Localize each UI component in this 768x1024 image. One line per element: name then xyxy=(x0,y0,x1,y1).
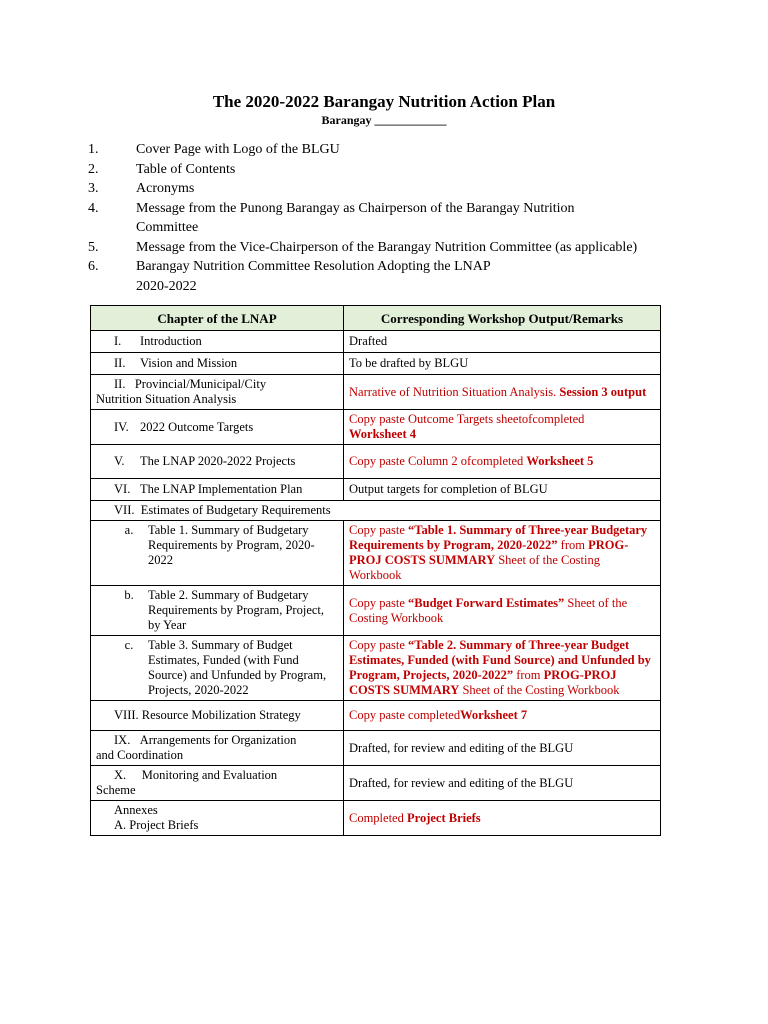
list-item xyxy=(88,238,688,258)
remark-cell xyxy=(344,445,661,479)
table-header-row xyxy=(91,306,661,331)
chapter-label: Vision and Mission xyxy=(140,356,238,370)
table-row xyxy=(91,331,661,353)
chapter-label: Annexes xyxy=(114,803,158,817)
remark-text: Sheet of the Costing Workbook xyxy=(349,595,628,625)
chapter-label: Table 1. Summary of Budgetary Requirements by Program, 2020-2022 xyxy=(148,523,315,567)
contents-list xyxy=(88,140,688,296)
list-number: 1. xyxy=(88,142,99,157)
chapter-cell xyxy=(91,375,344,410)
chapter-cell xyxy=(91,410,344,445)
chapter-label: Introduction xyxy=(140,334,202,348)
table-row xyxy=(91,801,661,836)
table-row xyxy=(91,501,661,521)
chapter-label: Monitoring and Evaluation xyxy=(141,768,278,782)
chapter-number: I. xyxy=(114,334,122,348)
chapter-cell xyxy=(91,331,344,353)
list-text: Committee xyxy=(136,220,199,235)
list-item xyxy=(88,257,688,296)
list-item xyxy=(88,160,688,180)
table-row xyxy=(91,353,661,375)
list-text: Barangay Nutrition Committee Resolution Adopting the LNAP xyxy=(136,259,491,274)
chapter-label: Resource Mobilization Strategy xyxy=(141,708,301,722)
chapter-cell xyxy=(91,636,344,701)
chapter-number: VII. xyxy=(114,503,135,517)
remark-emphasis: Session 3 output xyxy=(559,384,647,399)
list-text: Message from the Punong Barangay as Chairperson of the Barangay Nutrition xyxy=(136,200,575,216)
remark-text: Copy paste Outcome Targets sheetofcompleted xyxy=(349,412,585,426)
remark-text: Sheet of the Costing Workbook xyxy=(459,683,620,697)
remark-cell: To be drafted by BLGU xyxy=(344,353,661,375)
chapter-number: IX. xyxy=(114,733,131,747)
list-item xyxy=(88,179,688,199)
table-row xyxy=(91,521,661,586)
chapter-label: The LNAP 2020-2022 Projects xyxy=(140,454,296,468)
chapter-cell xyxy=(91,479,344,501)
chapter-cell xyxy=(91,353,344,375)
remark-emphasis: Project Briefs xyxy=(406,810,481,825)
remark-cell xyxy=(344,375,661,410)
table-row xyxy=(91,731,661,766)
table-row xyxy=(91,479,661,501)
remark-text: Narrative of Nutrition Situation Analysis. xyxy=(349,384,560,399)
remark-text: from xyxy=(513,668,544,682)
chapter-cell xyxy=(91,586,344,636)
table-row xyxy=(91,636,661,701)
remark-emphasis: Worksheet 7 xyxy=(460,708,528,722)
chapter-label-line2: Nutrition Situation Analysis xyxy=(96,392,237,406)
list-item xyxy=(88,140,688,160)
sub-letter: a. xyxy=(124,523,134,537)
list-text: Message from the Vice-Chairperson of the Barangay Nutrition Committee (as applicable) xyxy=(136,239,638,255)
remark-cell xyxy=(344,586,661,636)
list-number: 4. xyxy=(88,200,99,216)
remark-cell xyxy=(344,410,661,445)
chapter-number: IV. xyxy=(114,419,129,434)
remark-cell: Drafted xyxy=(344,331,661,353)
remark-cell xyxy=(344,701,661,731)
list-number: 3. xyxy=(88,181,99,196)
chapter-cell xyxy=(91,501,661,521)
chapter-number: II. xyxy=(114,377,126,391)
sub-letter: b. xyxy=(124,588,134,602)
lnap-chapter-table xyxy=(90,305,661,836)
remark-text: Copy paste xyxy=(349,638,409,652)
remark-cell xyxy=(344,801,661,836)
table-row xyxy=(91,766,661,801)
chapter-label: The LNAP Implementation Plan xyxy=(140,482,303,496)
chapter-cell xyxy=(91,731,344,766)
chapter-label: Arrangements for Organization xyxy=(139,733,297,747)
list-number: 2. xyxy=(88,161,99,177)
chapter-label-line2: Scheme xyxy=(96,783,136,797)
page-subtitle: Barangay ____________ xyxy=(321,113,447,127)
chapter-label: Estimates of Budgetary Requirements xyxy=(140,503,331,517)
column-header-output: Corresponding Workshop Output/Remarks xyxy=(344,306,661,331)
remark-text: Sheet of the Costing Workbook xyxy=(349,553,600,582)
chapter-number: X. xyxy=(114,768,127,782)
remark-cell xyxy=(344,636,661,701)
remark-emphasis: PROG-PROJ COSTS SUMMARY xyxy=(349,538,629,567)
remark-cell: Output targets for completion of BLGU xyxy=(344,479,661,501)
chapter-label: Provincial/Municipal/City xyxy=(134,377,267,391)
list-text: Table of Contents xyxy=(136,161,236,177)
list-item xyxy=(88,199,688,238)
table-row xyxy=(91,701,661,731)
list-number: 5. xyxy=(88,239,99,255)
remark-emphasis: “Table 1. Summary of Three-year Budgetary Requirements by Program, 2020-2022” xyxy=(349,523,648,552)
remark-text: Completed xyxy=(349,810,407,825)
chapter-label: Table 2. Summary of Budgetary Requirements by Program, Project, by Year xyxy=(148,588,325,632)
remark-emphasis: Worksheet 4 xyxy=(349,427,417,441)
remark-emphasis: Worksheet 5 xyxy=(526,454,594,468)
chapter-cell xyxy=(91,801,344,836)
list-text: Acronyms xyxy=(136,181,195,196)
remark-text: from xyxy=(557,538,589,552)
remark-cell: Drafted, for review and editing of the BLGU xyxy=(344,731,661,766)
sub-letter: c. xyxy=(124,638,134,652)
remark-emphasis: PROG-PROJ COSTS SUMMARY xyxy=(349,668,617,697)
chapter-number: VIII. xyxy=(114,708,139,722)
remark-text: Copy paste xyxy=(349,595,409,610)
remark-emphasis: “Budget Forward Estimates” xyxy=(408,595,565,610)
list-text: Cover Page with Logo of the BLGU xyxy=(136,142,340,157)
chapter-label: Table 3. Summary of Budget Estimates, Funded (with Fund Source) and Unfunded by Program, Projects, 2020-2022 xyxy=(148,638,327,697)
table-row xyxy=(91,445,661,479)
table-row xyxy=(91,586,661,636)
chapter-number: VI. xyxy=(114,482,131,496)
remark-text: Copy paste completed xyxy=(349,708,461,722)
chapter-cell xyxy=(91,766,344,801)
remark-text: Copy paste Column 2 ofcompleted xyxy=(349,454,527,468)
chapter-cell xyxy=(91,701,344,731)
column-header-chapter: Chapter of the LNAP xyxy=(91,306,344,331)
chapter-label-line2: A. Project Briefs xyxy=(114,818,199,832)
chapter-label: 2022 Outcome Targets xyxy=(140,419,254,434)
page-title: The 2020-2022 Barangay Nutrition Action Plan xyxy=(212,92,556,111)
chapter-label-line2: and Coordination xyxy=(96,748,184,762)
list-text: 2020-2022 xyxy=(136,278,197,294)
remark-text: Copy paste xyxy=(349,523,409,537)
table-row xyxy=(91,375,661,410)
list-number: 6. xyxy=(88,259,99,274)
table-row xyxy=(91,410,661,445)
remark-emphasis: “Table 2. Summary of Three-year Budget Estimates, Funded (with Fund Source) and Unfunded by Program, Projects, 2020-2022” xyxy=(349,638,651,682)
chapter-cell xyxy=(91,445,344,479)
chapter-number: II. xyxy=(114,356,126,370)
chapter-number: V. xyxy=(114,454,125,468)
chapter-cell xyxy=(91,521,344,586)
remark-cell: Drafted, for review and editing of the BLGU xyxy=(344,766,661,801)
remark-cell xyxy=(344,521,661,586)
